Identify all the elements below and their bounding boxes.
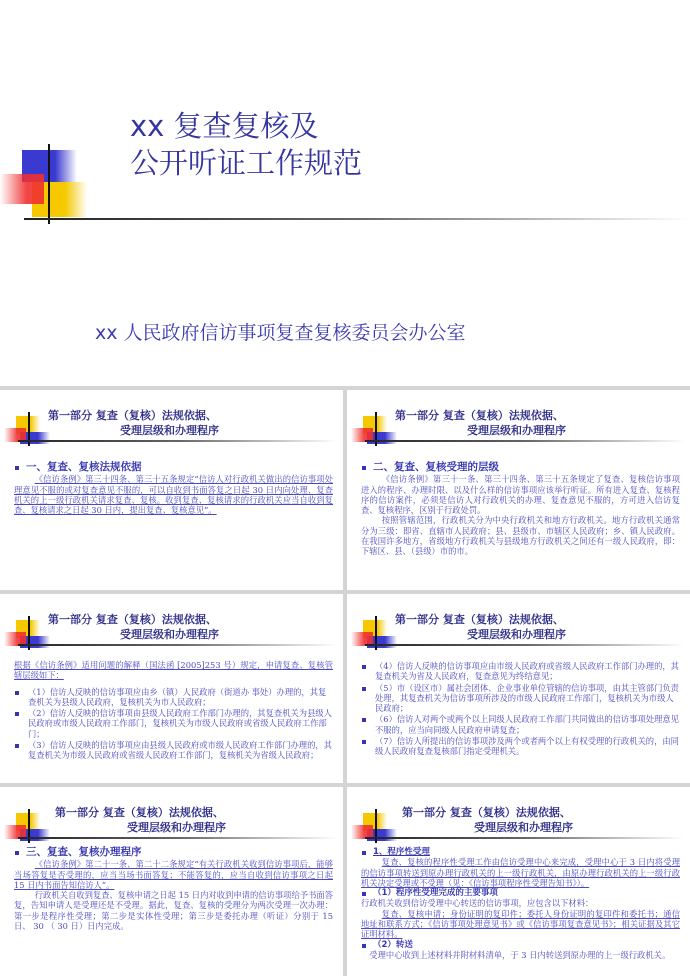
title-line-2: 公开听证工作规范	[130, 146, 363, 180]
paragraph: 《信访条例》第三十四条、第三十五条规定“信访人对行政机关做出的信访事项处理意见不服的或对复查意见不服的，可以自收到书面答复之日起 30 日内向处理、复查机关的上一级行政机关请求复查、复核。收到复查、复核请求的行政机关应当自收到复查、复核请求之日起 30 日内，提出复查、复核意见”。	[14, 474, 333, 516]
section-heading: （2）转送	[361, 940, 680, 950]
slide-body	[14, 462, 333, 515]
decoration-logo-icon	[4, 813, 49, 847]
section-heading: （1）程序性受理完成的主要事项	[361, 888, 680, 898]
decoration-logo-icon	[4, 416, 49, 450]
list-item: （7）信访人所提出的信访事项涉及两个或者两个以上有权受理的行政机关的，由同级人民政府复查复核部门指定受理机关。	[361, 736, 680, 757]
decoration-logo-icon	[351, 620, 396, 654]
title-rule	[24, 218, 690, 220]
cover-slide[interactable]	[0, 0, 690, 386]
slide-header	[48, 408, 219, 438]
slide-thumbnail[interactable]	[0, 390, 343, 590]
slide-body	[361, 847, 680, 960]
paragraph: 行政机关收到信访受理中心转送的信访事项，应包含以下材料：	[361, 898, 594, 909]
decoration-logo-icon	[351, 416, 396, 450]
header-line-1: 第一部分 复查（复核）法规依据、	[395, 409, 564, 422]
header-line-1: 第一部分 复查（复核）法规依据、	[48, 613, 217, 626]
header-line-1: 第一部分 复查（复核）法规依据、	[48, 409, 217, 422]
header-rule	[365, 837, 685, 839]
paragraph: 《信访条例》第三十一条、第三十四条、第三十五条规定了复查、复核信访事项进入的程序、办理时限、以及什么样的信访事项应该举行听证。所有进入复查、复核程序的信访案件，必须是信访人对行政机关的办理、复查意见不服的，方可进入信访复查、复核程序，区别于行政处罚。	[361, 474, 680, 516]
paragraph: 复查、复核申请；身份证明的复印件；委托人身份证明的复印件和委托书；通信地址和联系方式；《信访事项处理意见书》或《信访事项复查意见书》；相关证据及其它证明材料。	[361, 908, 680, 940]
header-line-2: 受理层级和办理程序	[467, 424, 566, 437]
paragraph: 受理中心收到上述材料并附材料清单，于 3 日内转送到原办理的上一级行政机关。	[369, 949, 671, 960]
header-rule	[18, 644, 338, 646]
slide-header	[395, 612, 566, 642]
paragraph: 复查、复核的程序性受理工作由信访受理中心来完成，受理中心于 3 日内将受理的信访事项转送到原办理行政机关的上一级行政机关，由原办理行政机关的上一级行政机关决定受理或不受理（见：《信访事项程序性受理告知书》）。	[361, 857, 680, 888]
slide-body	[361, 660, 680, 757]
header-line-1: 第一部分 复查（复核）法规依据、	[55, 806, 224, 819]
intro-paragraph: 根据《信访条例》适用问题的解释（国法函 [2005]253 号）规定，申请复查、复核管辖层级如下：	[14, 660, 333, 681]
list-item: （1）信访人反映的信访事项应由乡（镇）人民政府（街道办 事处）办理的，其复查机关为县级人民政府，复核机关为市人民政府；	[14, 687, 333, 708]
slide-thumbnail[interactable]	[0, 594, 343, 783]
header-rule	[365, 440, 685, 442]
section-heading: 1、程序性受理	[361, 847, 680, 857]
slide-thumbnail[interactable]	[347, 390, 690, 590]
list-item: （5）市（设区市）属社会团体、企业事业单位管辖的信访事项，由其主管部门负责处理，其复查机关为信访事项所涉及的市级人民政府工作部门，复核机关为市级人民政府；	[361, 683, 680, 714]
paragraph: 按照管辖范围，行政机关分为中央行政机关和地方行政机关。地方行政机关通常分为三级：即省、直辖市人民政府；县、县级市、市辖区人民政府；乡、镇人民政府。在我国许多地方，省级地方行政机关与县级地方行政机关之间还有一级人民政府，即：下辖区、县、（县级）市的市。	[361, 515, 680, 557]
header-rule	[18, 440, 338, 442]
header-rule	[18, 837, 338, 839]
slide-header	[55, 805, 226, 835]
slide-thumbnail[interactable]	[347, 787, 690, 976]
decoration-logo-icon	[351, 813, 396, 847]
decoration-logo-icon	[4, 620, 49, 654]
header-line-2: 受理层级和办理程序	[474, 821, 573, 834]
paragraph: 行政机关自收到复查、复核申请之日起 15 日内对收到申请的信访事项给予书面答复，告知申请人是受理还是不受理。据此，复查、复核的受理分为两次受理一次办理：第一步是程序性受理；第二步是实体性受理；第三步是委托办理（听证）分别于 15 日、 30 （ 30 日）日内完成。	[14, 890, 333, 932]
section-heading: 三、复查、复核办理程序	[14, 847, 333, 857]
slide-body	[14, 660, 333, 761]
slide-thumbnail[interactable]	[347, 594, 690, 783]
section-heading: 一、复查、复核法规依据	[14, 462, 333, 472]
header-rule	[365, 644, 685, 646]
page-title	[130, 108, 362, 182]
header-line-2: 受理层级和办理程序	[120, 424, 219, 437]
slide-header	[395, 408, 566, 438]
slide-thumbnail[interactable]	[0, 787, 343, 976]
header-line-1: 第一部分 复查（复核）法规依据、	[402, 806, 571, 819]
list-item: （2）信访人反映的信访事项由县级人民政府工作部门办理的，其复查机关为县级人民政府或市级人民政府工作部门，复核机关为市级人民政府或省级人民政府工作部门；	[14, 708, 333, 739]
paragraph: 《信访条例》第二十一条、第二十二条规定“有关行政机关收到信访事项后，能够当场答复是否受理的，应当当场书面答复；不能答复的，应当自收到信访事项之日起 15 日内书面告知信访人”。	[14, 859, 333, 890]
header-line-2: 受理层级和办理程序	[120, 628, 219, 641]
list-item: （3）信访人反映的信访事项应由县级人民政府或市级人民政府工作部门办理的，其复查机关为市级人民政府或省级人民政府工作部门，复核机关为省级人民政府；	[14, 740, 333, 761]
slide-header	[402, 805, 573, 835]
slide-header	[48, 612, 219, 642]
header-line-2: 受理层级和办理程序	[127, 821, 226, 834]
title-line-1: xx 复查复核及	[130, 109, 319, 143]
list-item: （4）信访人反映的信访事项应由市级人民政府或省级人民政府工作部门办理的，其复查机关为省及人民政府，复查意见为终结意见；	[361, 661, 680, 682]
header-line-1: 第一部分 复查（复核）法规依据、	[395, 613, 564, 626]
subtitle: xx 人民政府信访事项复查复核委员会办公室	[95, 322, 466, 344]
list-item: （6）信访人对两个或两个以上同级人民政府工作部门共同做出的信访事项处理意见不服的，应当向同级人民政府申请复查；	[361, 714, 680, 735]
slide-body	[361, 462, 680, 557]
header-line-2: 受理层级和办理程序	[467, 628, 566, 641]
section-heading: 二、复查、复核受理的层级	[361, 462, 680, 472]
slide-body	[14, 847, 333, 931]
